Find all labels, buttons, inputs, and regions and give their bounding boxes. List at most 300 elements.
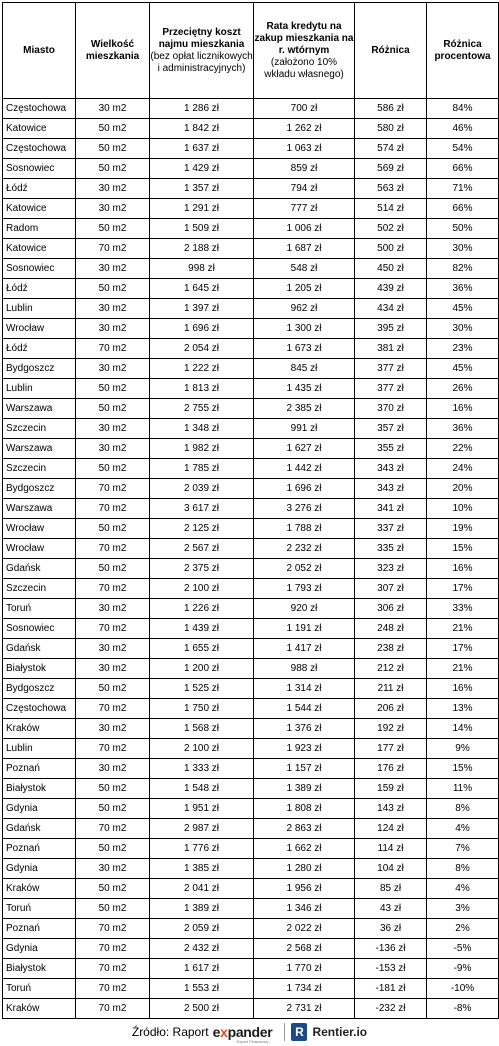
expander-logo-post: pander <box>227 1024 273 1040</box>
cell-rent: 1 357 zł <box>150 179 254 199</box>
table-row <box>3 979 499 999</box>
cell-diff-pct: 46% <box>427 119 499 139</box>
cell-loan: 1 300 zł <box>254 319 355 339</box>
source-label: Źródło: Raport <box>131 1025 209 1039</box>
header-diff: Różnica <box>355 3 427 99</box>
rent-vs-loan-table <box>2 2 499 1019</box>
cell-city: Toruń <box>3 899 76 919</box>
cell-loan: 1 376 zł <box>254 719 355 739</box>
cell-size: 50 m2 <box>76 279 150 299</box>
cell-size: 30 m2 <box>76 259 150 279</box>
table-row <box>3 579 499 599</box>
cell-size: 50 m2 <box>76 519 150 539</box>
header-diff-pct: Różnica procentowa <box>427 3 499 99</box>
cell-diff-pct: 21% <box>427 619 499 639</box>
expander-logo <box>212 1024 273 1044</box>
table-row <box>3 819 499 839</box>
cell-diff: 306 zł <box>355 599 427 619</box>
cell-loan: 1 770 zł <box>254 959 355 979</box>
cell-loan: 3 276 zł <box>254 499 355 519</box>
table-row <box>3 359 499 379</box>
cell-loan: 1 956 zł <box>254 879 355 899</box>
cell-loan: 1 734 zł <box>254 979 355 999</box>
cell-diff-pct: 10% <box>427 499 499 519</box>
cell-diff-pct: 14% <box>427 719 499 739</box>
cell-loan: 1 662 zł <box>254 839 355 859</box>
cell-city: Warszawa <box>3 439 76 459</box>
cell-diff: 569 zł <box>355 159 427 179</box>
cell-diff: 377 zł <box>355 379 427 399</box>
cell-size: 50 m2 <box>76 219 150 239</box>
cell-loan: 1 205 zł <box>254 279 355 299</box>
cell-city: Sosnowiec <box>3 619 76 639</box>
cell-diff-pct: 45% <box>427 359 499 379</box>
cell-diff: 563 zł <box>355 179 427 199</box>
cell-diff-pct: 9% <box>427 739 499 759</box>
cell-rent: 2 567 zł <box>150 539 254 559</box>
table-row <box>3 839 499 859</box>
cell-diff-pct: 54% <box>427 139 499 159</box>
table-row <box>3 419 499 439</box>
cell-city: Gdynia <box>3 859 76 879</box>
cell-city: Gdynia <box>3 939 76 959</box>
cell-diff: 395 zł <box>355 319 427 339</box>
cell-rent: 1 637 zł <box>150 139 254 159</box>
expander-logo-pre: e <box>212 1024 221 1040</box>
cell-diff-pct: 66% <box>427 159 499 179</box>
table-row <box>3 759 499 779</box>
cell-size: 70 m2 <box>76 539 150 559</box>
cell-size: 70 m2 <box>76 819 150 839</box>
expander-logo-x: x <box>220 1024 228 1040</box>
cell-size: 70 m2 <box>76 959 150 979</box>
cell-rent: 2 041 zł <box>150 879 254 899</box>
cell-diff-pct: 8% <box>427 799 499 819</box>
cell-diff: -153 zł <box>355 959 427 979</box>
cell-diff-pct: 17% <box>427 579 499 599</box>
cell-diff-pct: -10% <box>427 979 499 999</box>
table-row <box>3 739 499 759</box>
cell-loan: 1 687 zł <box>254 239 355 259</box>
table-row <box>3 699 499 719</box>
cell-rent: 1 397 zł <box>150 299 254 319</box>
cell-diff: 500 zł <box>355 239 427 259</box>
cell-rent: 1 389 zł <box>150 899 254 919</box>
cell-diff-pct: 24% <box>427 459 499 479</box>
cell-rent: 998 zł <box>150 259 254 279</box>
cell-loan: 794 zł <box>254 179 355 199</box>
cell-size: 70 m2 <box>76 999 150 1019</box>
cell-rent: 1 509 zł <box>150 219 254 239</box>
cell-loan: 1 191 zł <box>254 619 355 639</box>
cell-size: 70 m2 <box>76 919 150 939</box>
cell-city: Sosnowiec <box>3 259 76 279</box>
cell-rent: 1 429 zł <box>150 159 254 179</box>
cell-city: Częstochowa <box>3 99 76 119</box>
cell-diff-pct: 4% <box>427 879 499 899</box>
table-row <box>3 599 499 619</box>
cell-diff: 177 zł <box>355 739 427 759</box>
cell-diff-pct: 21% <box>427 659 499 679</box>
cell-size: 50 m2 <box>76 879 150 899</box>
cell-loan: 1 435 zł <box>254 379 355 399</box>
cell-diff: 580 zł <box>355 119 427 139</box>
header-loan <box>254 3 355 99</box>
cell-loan: 1 808 zł <box>254 799 355 819</box>
cell-rent: 1 982 zł <box>150 439 254 459</box>
cell-diff: 502 zł <box>355 219 427 239</box>
header-rent-main: Przeciętny koszt najmu mieszkania <box>158 26 245 50</box>
cell-diff-pct: 36% <box>427 419 499 439</box>
rentier-icon: R <box>291 1023 307 1041</box>
cell-loan: 1 389 zł <box>254 779 355 799</box>
cell-city: Gdańsk <box>3 559 76 579</box>
table-row <box>3 899 499 919</box>
table-row <box>3 99 499 119</box>
cell-city: Lublin <box>3 299 76 319</box>
table-row <box>3 279 499 299</box>
cell-diff-pct: 19% <box>427 519 499 539</box>
table-row <box>3 339 499 359</box>
cell-city: Łódź <box>3 179 76 199</box>
cell-city: Lublin <box>3 739 76 759</box>
cell-city: Bydgoszcz <box>3 479 76 499</box>
cell-city: Toruń <box>3 979 76 999</box>
cell-diff: 211 zł <box>355 679 427 699</box>
cell-city: Warszawa <box>3 499 76 519</box>
cell-rent: 2 188 zł <box>150 239 254 259</box>
cell-size: 70 m2 <box>76 479 150 499</box>
cell-loan: 1 280 zł <box>254 859 355 879</box>
cell-rent: 2 100 zł <box>150 739 254 759</box>
cell-diff: 574 zł <box>355 139 427 159</box>
cell-loan: 1 314 zł <box>254 679 355 699</box>
cell-size: 50 m2 <box>76 119 150 139</box>
cell-size: 30 m2 <box>76 179 150 199</box>
cell-city: Łódź <box>3 279 76 299</box>
cell-rent: 1 286 zł <box>150 99 254 119</box>
cell-rent: 1 226 zł <box>150 599 254 619</box>
cell-rent: 2 054 zł <box>150 339 254 359</box>
cell-size: 50 m2 <box>76 839 150 859</box>
table-row <box>3 259 499 279</box>
cell-rent: 1 655 zł <box>150 639 254 659</box>
cell-diff-pct: 33% <box>427 599 499 619</box>
cell-diff-pct: 66% <box>427 199 499 219</box>
cell-size: 50 m2 <box>76 159 150 179</box>
cell-rent: 3 617 zł <box>150 499 254 519</box>
cell-size: 50 m2 <box>76 459 150 479</box>
table-row <box>3 939 499 959</box>
cell-rent: 2 039 zł <box>150 479 254 499</box>
cell-size: 50 m2 <box>76 379 150 399</box>
cell-rent: 1 385 zł <box>150 859 254 879</box>
cell-rent: 1 951 zł <box>150 799 254 819</box>
table-row <box>3 859 499 879</box>
cell-rent: 1 200 zł <box>150 659 254 679</box>
cell-rent: 1 291 zł <box>150 199 254 219</box>
cell-rent: 2 375 zł <box>150 559 254 579</box>
cell-city: Bydgoszcz <box>3 359 76 379</box>
cell-city: Gdańsk <box>3 819 76 839</box>
cell-rent: 1 750 zł <box>150 699 254 719</box>
cell-rent: 2 125 zł <box>150 519 254 539</box>
cell-size: 70 m2 <box>76 579 150 599</box>
table-row <box>3 519 499 539</box>
rentier-logo-text: Rentier.io <box>312 1025 368 1039</box>
cell-size: 70 m2 <box>76 699 150 719</box>
cell-diff-pct: 36% <box>427 279 499 299</box>
cell-diff-pct: -8% <box>427 999 499 1019</box>
cell-size: 50 m2 <box>76 139 150 159</box>
cell-city: Wrocław <box>3 519 76 539</box>
cell-diff-pct: -9% <box>427 959 499 979</box>
cell-size: 30 m2 <box>76 719 150 739</box>
cell-diff: 586 zł <box>355 99 427 119</box>
cell-diff: 335 zł <box>355 539 427 559</box>
cell-diff: 85 zł <box>355 879 427 899</box>
cell-city: Sosnowiec <box>3 159 76 179</box>
table-row <box>3 199 499 219</box>
cell-diff: 439 zł <box>355 279 427 299</box>
cell-diff: 104 zł <box>355 859 427 879</box>
cell-loan: 1 157 zł <box>254 759 355 779</box>
cell-size: 30 m2 <box>76 99 150 119</box>
header-loan-sub: (założono 10% wkładu własnego) <box>264 56 344 80</box>
cell-diff: 377 zł <box>355 359 427 379</box>
table-row <box>3 219 499 239</box>
cell-rent: 1 553 zł <box>150 979 254 999</box>
cell-loan: 1 346 zł <box>254 899 355 919</box>
cell-diff: -181 zł <box>355 979 427 999</box>
cell-size: 30 m2 <box>76 299 150 319</box>
cell-diff: 36 zł <box>355 919 427 939</box>
cell-size: 50 m2 <box>76 799 150 819</box>
cell-diff-pct: 30% <box>427 239 499 259</box>
table-row <box>3 559 499 579</box>
cell-diff: 450 zł <box>355 259 427 279</box>
cell-diff-pct: 22% <box>427 439 499 459</box>
cell-loan: 991 zł <box>254 419 355 439</box>
cell-loan: 845 zł <box>254 359 355 379</box>
cell-diff: 206 zł <box>355 699 427 719</box>
cell-diff-pct: 84% <box>427 99 499 119</box>
cell-diff-pct: 23% <box>427 339 499 359</box>
cell-city: Szczecin <box>3 579 76 599</box>
cell-loan: 1 262 zł <box>254 119 355 139</box>
cell-size: 30 m2 <box>76 759 150 779</box>
cell-diff: 43 zł <box>355 899 427 919</box>
cell-size: 70 m2 <box>76 979 150 999</box>
cell-diff: 212 zł <box>355 659 427 679</box>
cell-city: Katowice <box>3 239 76 259</box>
table-row <box>3 459 499 479</box>
cell-diff: 323 zł <box>355 559 427 579</box>
cell-rent: 1 645 zł <box>150 279 254 299</box>
cell-loan: 700 zł <box>254 99 355 119</box>
cell-city: Bydgoszcz <box>3 679 76 699</box>
cell-size: 50 m2 <box>76 399 150 419</box>
cell-diff: -136 zł <box>355 939 427 959</box>
cell-loan: 2 052 zł <box>254 559 355 579</box>
table-body <box>3 99 499 1019</box>
cell-loan: 548 zł <box>254 259 355 279</box>
cell-diff-pct: 3% <box>427 899 499 919</box>
cell-diff-pct: 11% <box>427 779 499 799</box>
cell-diff-pct: 20% <box>427 479 499 499</box>
cell-city: Częstochowa <box>3 139 76 159</box>
table-row <box>3 659 499 679</box>
source-footer <box>0 1018 499 1046</box>
cell-size: 30 m2 <box>76 639 150 659</box>
cell-loan: 920 zł <box>254 599 355 619</box>
cell-loan: 1 673 zł <box>254 339 355 359</box>
cell-diff-pct: 15% <box>427 539 499 559</box>
table-row <box>3 159 499 179</box>
cell-loan: 1 696 zł <box>254 479 355 499</box>
cell-city: Wrocław <box>3 319 76 339</box>
cell-loan: 1 923 zł <box>254 739 355 759</box>
table-row <box>3 299 499 319</box>
header-row <box>3 3 499 99</box>
cell-diff: 343 zł <box>355 459 427 479</box>
cell-city: Szczecin <box>3 419 76 439</box>
cell-city: Kraków <box>3 879 76 899</box>
table-row <box>3 719 499 739</box>
cell-diff-pct: 8% <box>427 859 499 879</box>
header-city: Miasto <box>3 3 76 99</box>
cell-rent: 1 696 zł <box>150 319 254 339</box>
cell-size: 50 m2 <box>76 779 150 799</box>
table-row <box>3 179 499 199</box>
cell-diff: 114 zł <box>355 839 427 859</box>
table-row <box>3 779 499 799</box>
table-row <box>3 799 499 819</box>
cell-rent: 2 755 zł <box>150 399 254 419</box>
cell-city: Częstochowa <box>3 699 76 719</box>
cell-diff-pct: 16% <box>427 559 499 579</box>
cell-city: Białystok <box>3 959 76 979</box>
cell-rent: 1 548 zł <box>150 779 254 799</box>
expander-tagline: Expert Finansowy <box>236 1039 269 1044</box>
cell-city: Kraków <box>3 999 76 1019</box>
cell-diff: 248 zł <box>355 619 427 639</box>
cell-loan: 1 793 zł <box>254 579 355 599</box>
cell-size: 70 m2 <box>76 739 150 759</box>
cell-diff-pct: 7% <box>427 839 499 859</box>
cell-rent: 1 439 zł <box>150 619 254 639</box>
cell-diff-pct: 4% <box>427 819 499 839</box>
table-row <box>3 919 499 939</box>
cell-diff-pct: 71% <box>427 179 499 199</box>
cell-size: 70 m2 <box>76 239 150 259</box>
cell-city: Warszawa <box>3 399 76 419</box>
header-rent <box>150 3 254 99</box>
cell-diff: 176 zł <box>355 759 427 779</box>
table-row <box>3 999 499 1019</box>
cell-city: Szczecin <box>3 459 76 479</box>
cell-size: 70 m2 <box>76 939 150 959</box>
cell-city: Białystok <box>3 779 76 799</box>
cell-rent: 1 222 zł <box>150 359 254 379</box>
cell-loan: 859 zł <box>254 159 355 179</box>
cell-city: Kraków <box>3 719 76 739</box>
cell-diff: 341 zł <box>355 499 427 519</box>
cell-rent: 1 842 zł <box>150 119 254 139</box>
cell-rent: 2 059 zł <box>150 919 254 939</box>
cell-size: 50 m2 <box>76 679 150 699</box>
table-row <box>3 639 499 659</box>
cell-loan: 1 417 zł <box>254 639 355 659</box>
table-row <box>3 499 499 519</box>
table-row <box>3 619 499 639</box>
table-row <box>3 399 499 419</box>
cell-rent: 1 348 zł <box>150 419 254 439</box>
cell-diff-pct: 16% <box>427 679 499 699</box>
cell-diff: 514 zł <box>355 199 427 219</box>
table-row <box>3 439 499 459</box>
cell-loan: 1 544 zł <box>254 699 355 719</box>
cell-city: Poznań <box>3 759 76 779</box>
cell-diff: 343 zł <box>355 479 427 499</box>
cell-size: 30 m2 <box>76 319 150 339</box>
cell-loan: 2 731 zł <box>254 999 355 1019</box>
cell-size: 70 m2 <box>76 619 150 639</box>
table-row <box>3 319 499 339</box>
table-row <box>3 879 499 899</box>
cell-size: 30 m2 <box>76 599 150 619</box>
cell-diff-pct: -5% <box>427 939 499 959</box>
cell-size: 50 m2 <box>76 559 150 579</box>
cell-loan: 2 568 zł <box>254 939 355 959</box>
table-row <box>3 379 499 399</box>
cell-diff: 357 zł <box>355 419 427 439</box>
cell-diff: 370 zł <box>355 399 427 419</box>
cell-city: Gdańsk <box>3 639 76 659</box>
cell-diff-pct: 82% <box>427 259 499 279</box>
cell-city: Katowice <box>3 199 76 219</box>
header-size: Wielkość mieszkania <box>76 3 150 99</box>
cell-diff: 124 zł <box>355 819 427 839</box>
table-row <box>3 119 499 139</box>
cell-diff: 238 zł <box>355 639 427 659</box>
cell-diff-pct: 45% <box>427 299 499 319</box>
cell-city: Gdynia <box>3 799 76 819</box>
cell-diff-pct: 13% <box>427 699 499 719</box>
cell-city: Białystok <box>3 659 76 679</box>
table-row <box>3 679 499 699</box>
cell-city: Łódź <box>3 339 76 359</box>
cell-diff-pct: 17% <box>427 639 499 659</box>
cell-size: 50 m2 <box>76 899 150 919</box>
cell-diff: -232 zł <box>355 999 427 1019</box>
cell-loan: 777 zł <box>254 199 355 219</box>
cell-rent: 1 617 zł <box>150 959 254 979</box>
table-row <box>3 239 499 259</box>
cell-loan: 1 442 zł <box>254 459 355 479</box>
cell-size: 30 m2 <box>76 439 150 459</box>
cell-loan: 1 063 zł <box>254 139 355 159</box>
cell-rent: 2 987 zł <box>150 819 254 839</box>
cell-city: Poznań <box>3 839 76 859</box>
cell-diff: 159 zł <box>355 779 427 799</box>
cell-loan: 2 863 zł <box>254 819 355 839</box>
cell-loan: 1 006 zł <box>254 219 355 239</box>
cell-diff-pct: 16% <box>427 399 499 419</box>
cell-size: 30 m2 <box>76 199 150 219</box>
cell-size: 30 m2 <box>76 859 150 879</box>
cell-diff: 381 zł <box>355 339 427 359</box>
